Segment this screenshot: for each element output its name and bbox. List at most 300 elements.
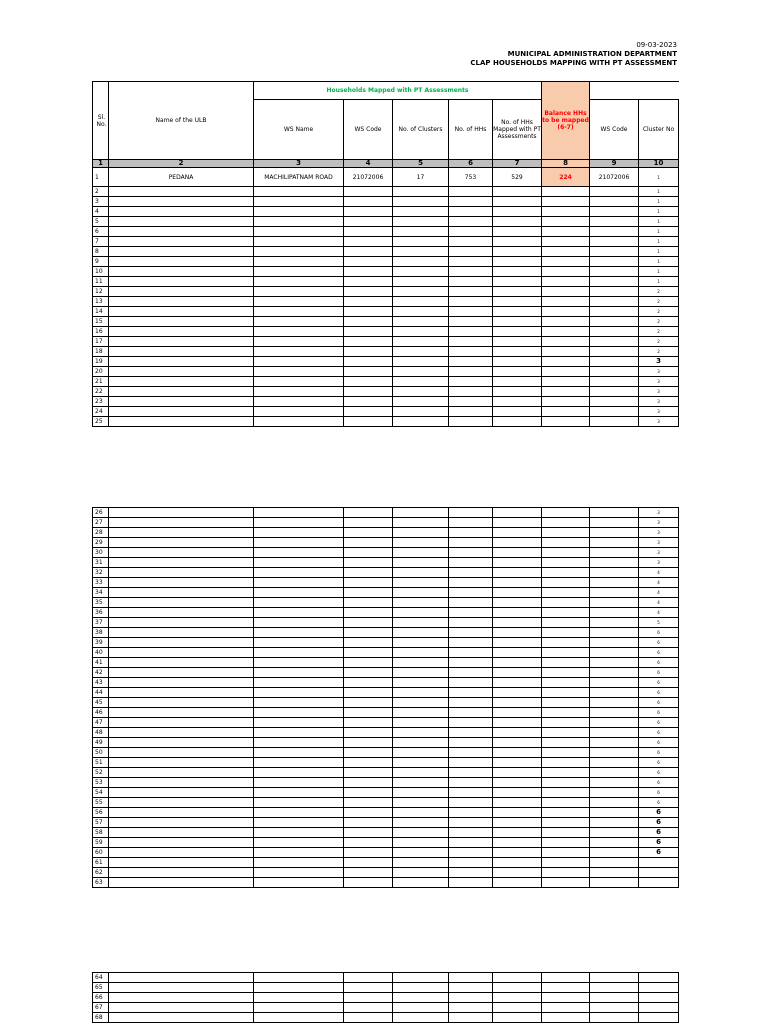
row-cell [590,387,639,397]
row-cell [542,397,590,407]
row-cluster-no: 4 [639,578,679,588]
row-cluster-no: 2 [639,307,679,317]
row-cell [393,1003,449,1013]
row-cluster-no: 3 [639,518,679,528]
row-cell [344,668,393,678]
row-cell [344,367,393,377]
row-cell [109,508,254,518]
row-cell [393,217,449,227]
table-row [93,848,679,858]
row-sl: 45 [93,698,109,708]
row-cell [344,798,393,808]
row-cell [393,377,449,387]
row-cell [449,993,493,1003]
row-cluster-no [639,1003,679,1013]
row-sl: 30 [93,548,109,558]
row-cell [493,297,542,307]
row-cell [109,247,254,257]
row-cell [393,598,449,608]
table-row [93,718,679,728]
row-cell [109,848,254,858]
row-cell [393,768,449,778]
row-cell [344,688,393,698]
row-sl: 15 [93,317,109,327]
row-cell [590,578,639,588]
row-cluster-no: 3 [639,548,679,558]
row-cell [542,808,590,818]
row-cell [254,337,344,347]
row-cell [109,518,254,528]
table-row [93,618,679,628]
row-cell [254,1003,344,1013]
row-cell [493,347,542,357]
row-cell [254,367,344,377]
col-num: 1 [93,160,109,168]
row-ulb: PEDANA [109,168,254,187]
row-cell [254,798,344,808]
row-cluster-no: 1 [639,267,679,277]
row-cell [542,357,590,367]
col-header-hhs: No. of HHs [449,100,493,160]
row-cell [493,508,542,518]
row-cell [449,758,493,768]
row-cell [254,407,344,417]
table-row [93,377,679,387]
row-cell [109,407,254,417]
row-cell [542,788,590,798]
row-cell [254,217,344,227]
row-cell [254,838,344,848]
row-cell [590,983,639,993]
row-cell [590,407,639,417]
row-cell [590,993,639,1003]
row-sl: 52 [93,768,109,778]
row-cell [393,688,449,698]
row-cell [590,768,639,778]
row-cell [590,528,639,538]
row-cell [254,508,344,518]
row-cell [344,548,393,558]
row-cell [449,237,493,247]
col-header-ws-code: WS Code [344,100,393,160]
row-cell [449,207,493,217]
row-cell [590,748,639,758]
row-cell [344,818,393,828]
row-sl: 41 [93,658,109,668]
row-ws-code: 21072006 [344,168,393,187]
row-cell [493,207,542,217]
row-cluster-no: 1 [639,227,679,237]
row-cell [254,878,344,888]
row-cell [344,718,393,728]
row-cell [493,518,542,528]
row-cell [449,578,493,588]
row-cluster-no: 1 [639,257,679,267]
row-cell [254,983,344,993]
row-cell [493,277,542,287]
row-cell [449,618,493,628]
row-cell [542,588,590,598]
row-cell [590,738,639,748]
row-cell [254,588,344,598]
row-sl: 38 [93,628,109,638]
row-cell [254,237,344,247]
row-sl: 23 [93,397,109,407]
row-cell [493,678,542,688]
row-cell [542,187,590,197]
row-cell [254,828,344,838]
row-cell [542,993,590,1003]
row-cell [542,638,590,648]
row-cell [449,528,493,538]
row-cell [449,778,493,788]
row-cell [344,387,393,397]
row-cell [344,993,393,1003]
row-cell [493,983,542,993]
row-sl: 1 [93,168,109,187]
row-cell [493,1013,542,1023]
row-sl: 3 [93,197,109,207]
row-cell [393,658,449,668]
row-cell [393,708,449,718]
col-header-cluster-no: Cluster No [639,100,679,160]
row-cell [542,297,590,307]
row-cell [590,327,639,337]
row-cell [344,748,393,758]
row-cluster-no: 6 [639,678,679,688]
row-cell [590,227,639,237]
row-cell [493,718,542,728]
col-num: 3 [254,160,344,168]
row-cell [493,698,542,708]
row-cell [542,317,590,327]
table-row [93,297,679,307]
row-sl: 46 [93,708,109,718]
row-cell [449,608,493,618]
row-cell [493,548,542,558]
row-cell [493,337,542,347]
row-cell [449,768,493,778]
row-cell [393,247,449,257]
row-cell [254,277,344,287]
row-cell [493,237,542,247]
row-cell [542,973,590,983]
row-cell [493,668,542,678]
row-cluster-no: 6 [639,838,679,848]
row-cell [590,878,639,888]
row-cell [254,698,344,708]
row-sl: 53 [93,778,109,788]
row-cell [344,638,393,648]
row-cell [542,758,590,768]
row-cluster-no: 6 [639,708,679,718]
row-cell [449,508,493,518]
row-cell [344,858,393,868]
row-cell [393,237,449,247]
row-cell [344,738,393,748]
row-cell [109,983,254,993]
row-cell [449,1003,493,1013]
table-row [93,367,679,377]
table-row [93,668,679,678]
row-cell [542,558,590,568]
row-cell [109,217,254,227]
row-cell [590,357,639,367]
row-cell [590,828,639,838]
row-cell [344,237,393,247]
row-cell [493,247,542,257]
row-cell [590,558,639,568]
row-cell [344,708,393,718]
row-cell [542,618,590,628]
row-cell [542,307,590,317]
row-cell [109,197,254,207]
row-sl: 19 [93,357,109,367]
row-sl: 33 [93,578,109,588]
row-cell [393,337,449,347]
row-cell [393,618,449,628]
row-sl: 43 [93,678,109,688]
row-cell [590,508,639,518]
row-cell [109,648,254,658]
row-sl: 54 [93,788,109,798]
row-cell [344,197,393,207]
row-cell [590,347,639,357]
row-cell [393,528,449,538]
row-cell [493,768,542,778]
row-cell [590,628,639,638]
row-cell [493,848,542,858]
row-sl: 68 [93,1013,109,1023]
row-cell [254,267,344,277]
row-cell [393,407,449,417]
row-cell [590,638,639,648]
row-cell [393,558,449,568]
row-cell [109,347,254,357]
row-cell [109,738,254,748]
row-cluster-no: 3 [639,528,679,538]
row-cell [254,327,344,337]
row-cell [542,1003,590,1013]
row-cluster-no: 1 [639,197,679,207]
row-cluster-no: 6 [639,828,679,838]
row-cell [254,207,344,217]
row-cell [393,858,449,868]
row-cell [493,538,542,548]
row-cell [393,993,449,1003]
table-row [93,187,679,197]
row-cell [493,628,542,638]
row-cell [493,227,542,237]
row-cell [254,307,344,317]
row-cell [449,648,493,658]
row-cluster-no: 1 [639,237,679,247]
row-cell [109,327,254,337]
row-sl: 55 [93,798,109,808]
row-cell [254,187,344,197]
row-cell [590,708,639,718]
row-cell [449,217,493,227]
row-cell [493,858,542,868]
row-cell [493,788,542,798]
row-cell [254,768,344,778]
col-num: 6 [449,160,493,168]
report-title: CLAP HOUSEHOLDS MAPPING WITH PT ASSESSMENT [470,59,677,67]
row-cell [449,347,493,357]
row-sl: 65 [93,983,109,993]
row-sl: 59 [93,838,109,848]
row-cell [393,1013,449,1023]
table-row [93,858,679,868]
row-cell [254,257,344,267]
row-cell [449,973,493,983]
row-cell [542,508,590,518]
table-row [93,728,679,738]
row-cell [493,377,542,387]
row-cell [493,818,542,828]
row-sl: 62 [93,868,109,878]
row-sl: 34 [93,588,109,598]
row-cell [542,538,590,548]
row-cell [254,748,344,758]
row-cell [109,638,254,648]
row-cell [542,367,590,377]
row-cell [449,878,493,888]
row-cell [493,688,542,698]
row-cell [542,417,590,427]
table-row [93,778,679,788]
row-cell [344,578,393,588]
row-cell [449,678,493,688]
row-cell [542,247,590,257]
row-cell [254,858,344,868]
row-cluster-no: 6 [639,818,679,828]
row-cell [344,347,393,357]
row-cell [109,708,254,718]
row-cell [393,538,449,548]
col-num: 2 [109,160,254,168]
row-cell [449,828,493,838]
row-cluster-no: 2 [639,297,679,307]
row-cell [493,658,542,668]
row-cell [109,548,254,558]
row-cell [449,718,493,728]
row-cell [542,337,590,347]
row-cell [449,538,493,548]
row-cell [254,678,344,688]
table-row [93,237,679,247]
row-mapped: 529 [493,168,542,187]
row-cell [590,728,639,738]
row-cluster-no: 6 [639,738,679,748]
row-cell [109,1003,254,1013]
row-cluster-no: 2 [639,327,679,337]
row-cell [254,973,344,983]
row-sl: 29 [93,538,109,548]
row-sl: 51 [93,758,109,768]
row-cell [449,227,493,237]
row-cell [542,237,590,247]
table-row [93,227,679,237]
row-cell [109,568,254,578]
row-cell [590,518,639,528]
row-cluster-no: 6 [639,698,679,708]
row-cell [449,247,493,257]
table-row [93,207,679,217]
table-row [93,758,679,768]
row-sl: 64 [93,973,109,983]
row-cell [542,227,590,237]
row-cell [344,983,393,993]
row-cell [393,638,449,648]
row-cluster-no: 3 [639,357,679,367]
row-cell [449,317,493,327]
row-cell [393,878,449,888]
column-number-row [93,160,679,168]
row-cell [590,838,639,848]
row-cell [254,708,344,718]
col-num: 7 [493,160,542,168]
row-cell [109,658,254,668]
row-sl: 9 [93,257,109,267]
col-header-hhs-mapped: No. of HHs Mapped with PT Assessments [493,100,542,160]
row-cluster-no: 1 [639,277,679,287]
row-cell [254,668,344,678]
row-cell [344,257,393,267]
row-cell [449,838,493,848]
row-cell [493,357,542,367]
row-cell [542,1013,590,1023]
table-row [93,578,679,588]
row-cell [590,207,639,217]
row-cell [493,317,542,327]
row-cell [590,598,639,608]
row-cell [449,197,493,207]
table-row [93,878,679,888]
row-cell [109,618,254,628]
row-sl: 44 [93,688,109,698]
table-row [93,738,679,748]
row-cell [493,578,542,588]
row-cell [449,1013,493,1023]
row-cell [393,267,449,277]
row-cell [590,698,639,708]
row-sl: 26 [93,508,109,518]
row-cell [493,728,542,738]
table-row [93,307,679,317]
row-cell [254,227,344,237]
row-cell [493,808,542,818]
row-cell [109,608,254,618]
row-cell [109,798,254,808]
row-cell [590,678,639,688]
row-cell [393,788,449,798]
row-cell [493,638,542,648]
table-row [93,548,679,558]
row-cell [542,708,590,718]
row-cell [344,558,393,568]
mapping-table-block-3 [92,972,679,1023]
row-cell [254,247,344,257]
row-sl: 11 [93,277,109,287]
row-cluster-no: 2 [639,317,679,327]
row-cell [109,768,254,778]
row-cell [109,698,254,708]
col-header-ws-code-2: WS Code [590,100,639,160]
row-sl: 35 [93,598,109,608]
row-cluster-no: 3 [639,508,679,518]
row-cluster-no: 6 [639,788,679,798]
